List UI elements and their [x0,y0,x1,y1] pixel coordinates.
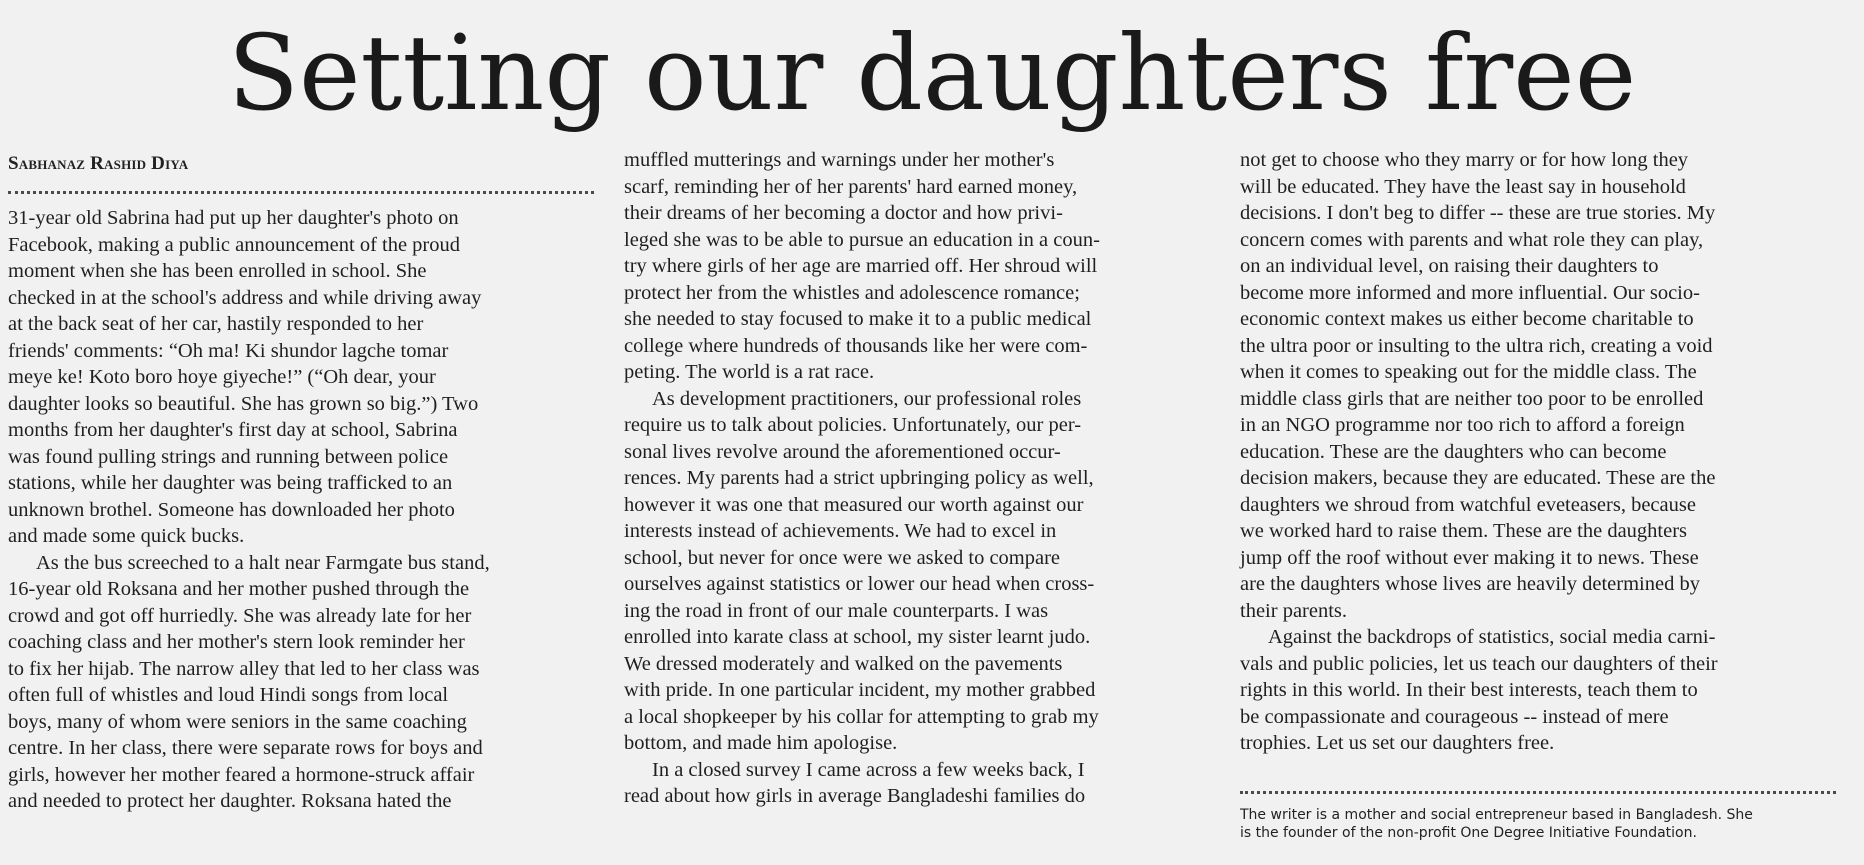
text-line: try where girls of her age are married off. Her shroud will [624,255,1098,277]
text-line: read about how girls in average Bangladeshi families do [624,785,1086,807]
text-line: their parents. [1240,599,1348,622]
text-line: often full of whistles and loud Hindi songs from local [8,684,449,706]
footnote-dotted-divider [1240,791,1836,794]
text-line: however it was one that measured our worth against our [624,493,1084,516]
text-line: we worked hard to raise them. These are the daughters [1240,520,1688,542]
text-line: school, but never for once were we asked to compare [624,546,1061,569]
text-line: checked in at the school's address and while driving away [8,286,482,309]
text-line: be compassionate and courageous -- instead of mere [1240,705,1669,728]
text-line: months from her daughter's first day at school, Sabrina [8,419,458,441]
byline: Sabhanaz Rashid Diya [8,153,189,174]
text-line: when it comes to speaking out for the middle class. The [1240,361,1697,383]
article-column-1 [8,0,598,865]
text-line: was found pulling strings and running between police [8,445,449,468]
footnote-line: is the founder of the non-profit One Degree Initiative Foundation. [1240,825,1697,841]
column-1-text [8,205,598,815]
text-line: and needed to protect her daughter. Roksana hated the [8,790,452,812]
text-line: at the back seat of her car, hastily responded to her [8,313,424,335]
text-line: are the daughters whose lives are heavily determined by [1240,573,1700,595]
text-line: girls, however her mother feared a hormone-struck affair [8,763,475,786]
text-line: decision makers, because they are educated. These are the [1240,467,1716,489]
text-line: enrolled into karate class at school, my sister learnt judo. [624,626,1091,648]
column-2-text [624,147,1204,810]
text-line: trophies. Let us set our daughters free. [1240,732,1555,754]
text-line: to fix her hijab. The narrow alley that led to her class was [8,657,480,680]
text-line: their dreams of her becoming a doctor and how privi- [624,202,1063,224]
text-line: bottom, and made him apologise. [624,732,898,754]
headline: Setting our daughters free [227,12,1637,134]
text-line: Facebook, making a public announcement of the proud [8,233,461,256]
text-line: boys, many of whom were seniors in the same coaching [8,710,467,733]
text-line: protect her from the whistles and adolescence romance; [624,281,1080,304]
text-line: and made some quick bucks. [8,525,245,547]
text-line: In a closed survey I came across a few weeks back, I [652,758,1085,781]
text-line: rences. My parents had a strict upbringing policy as well, [624,467,1094,489]
column-3-text [1240,147,1840,757]
text-line: with pride. In one particular incident, my mother grabbed [624,679,1096,701]
text-line: moment when she has been enrolled in school. She [8,260,427,282]
text-line: centre. In her class, there were separate rows for boys and [8,737,483,759]
text-line: leged she was to be able to pursue an education in a coun- [624,228,1100,251]
text-line: peting. The world is a rat race. [624,361,875,383]
text-line: vals and public policies, let us teach our daughters of their [1240,652,1718,675]
text-line: rights in this world. In their best interests, teach them to [1240,679,1698,701]
text-line: education. These are the daughters who can become [1240,440,1667,463]
text-line: college where hundreds of thousands like her were com- [624,334,1088,357]
article-column-2 [624,0,1204,865]
text-line: ing the road in front of our male counterparts. I was [624,599,1049,622]
text-line: interests instead of achievements. We had to excel in [624,520,1057,542]
text-line: meye ke! Koto boro hoye giyeche!” (“Oh dear, your [8,366,436,388]
text-line: muffled mutterings and warnings under her mother's [624,149,1055,171]
text-line: stations, while her daughter was being trafficked to an [8,472,453,494]
text-line: As development practitioners, our professional roles [652,387,1082,410]
text-line: friends' comments: “Oh ma! Ki shundor lagche tomar [8,339,449,362]
text-line: economic context makes us either become charitable to [1240,308,1694,330]
text-line: a local shopkeeper by his collar for attempting to grab my [624,705,1099,728]
text-line: on an individual level, on raising their daughters to [1240,255,1659,277]
text-line: in an NGO programme nor too rich to afford a foreign [1240,414,1685,436]
text-line: jump off the roof without ever making it to news. These [1240,546,1699,569]
text-line: coaching class and her mother's stern look reminder her [8,631,465,653]
text-line: We dressed moderately and walked on the pavements [624,652,1063,675]
text-line: sonal lives revolve around the aforementioned occur- [624,440,1061,463]
text-line: will be educated. They have the least say in household [1240,175,1686,198]
text-line: decisions. I don't beg to differ -- these are true stories. My [1240,202,1716,224]
text-line: not get to choose who they marry or for how long they [1240,149,1689,171]
text-line: daughter looks so beautiful. She has grown so big.”) Two [8,392,479,415]
footnote-line: The writer is a mother and social entrepreneur based in Bangladesh. She [1240,807,1753,823]
article-column-3 [1240,0,1840,865]
text-line: ourselves against statistics or lower our head when cross- [624,573,1095,595]
text-line: she needed to stay focused to make it to a public medical [624,308,1092,330]
text-line: middle class girls that are neither too poor to be enrolled [1240,387,1704,410]
text-line: become more informed and more influential. Our socio- [1240,281,1700,304]
byline-dotted-divider [8,191,594,194]
text-line: Against the backdrops of statistics, social media carni- [1268,626,1716,648]
text-line: unknown brothel. Someone has downloaded her photo [8,498,455,521]
text-line: 16-year old Roksana and her mother pushed through the [8,578,470,600]
text-line: require us to talk about policies. Unfortunately, our per- [624,414,1082,436]
text-line: concern comes with parents and what role they can play, [1240,228,1704,251]
text-line: As the bus screeched to a halt near Farmgate bus stand, [36,551,490,574]
text-line: 31-year old Sabrina had put up her daughter's photo on [8,207,459,229]
text-line: crowd and got off hurriedly. She was already late for her [8,604,472,627]
text-line: scarf, reminding her of her parents' hard earned money, [624,175,1078,198]
text-line: daughters we shroud from watchful eveteasers, because [1240,493,1696,516]
text-line: the ultra poor or insulting to the ultra rich, creating a void [1240,334,1713,357]
author-footnote [1240,806,1840,842]
